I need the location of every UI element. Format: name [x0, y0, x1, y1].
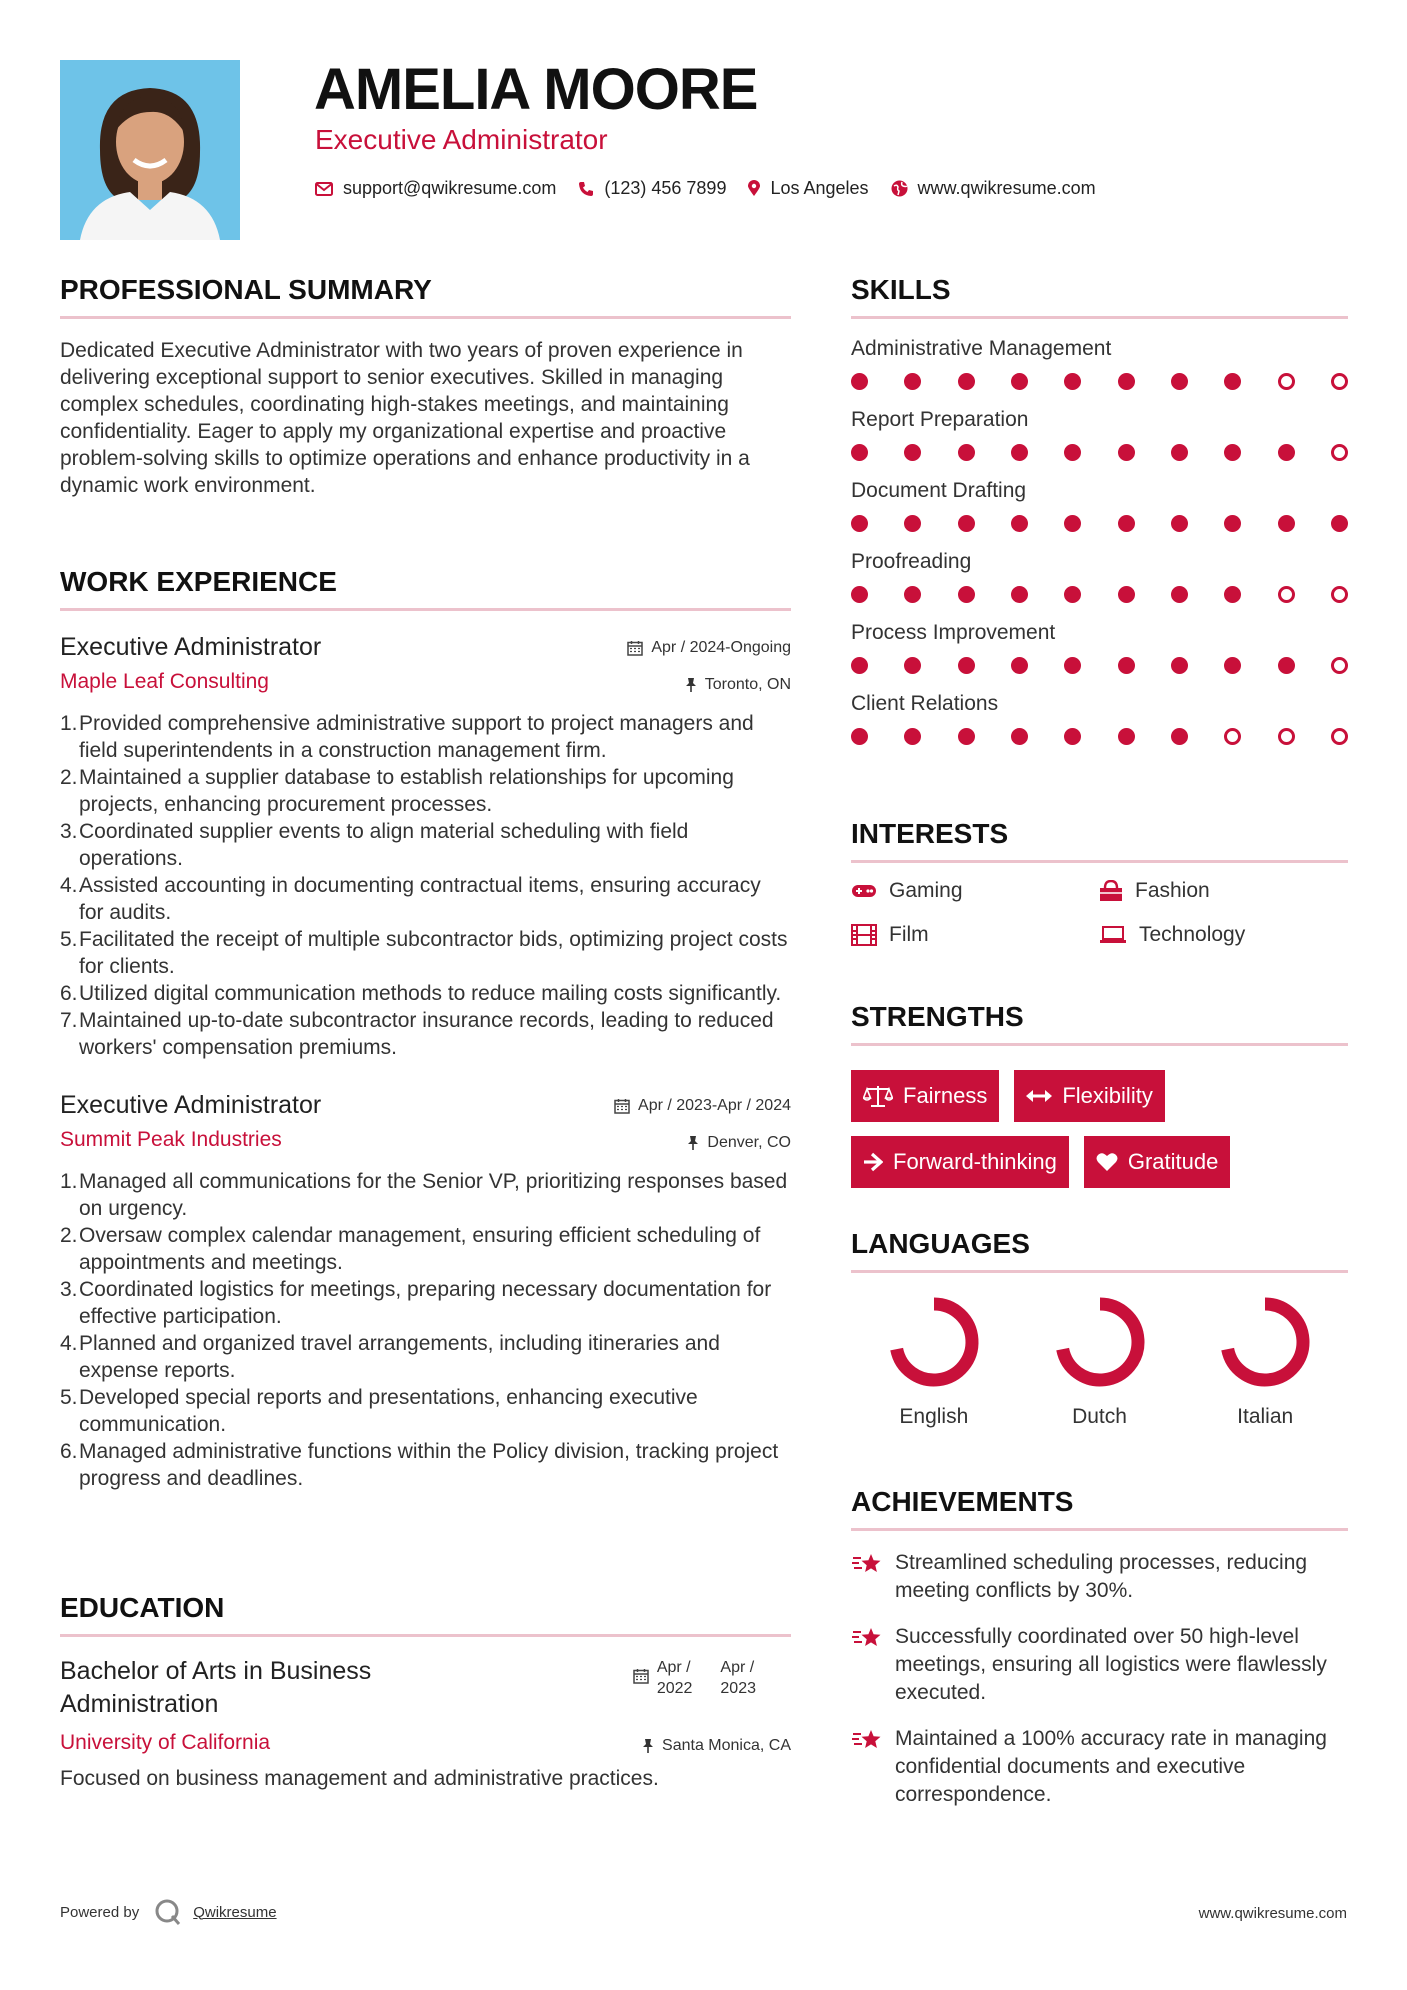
- list-item: 5. Developed special reports and presentations, enhancing executive communication.: [60, 1386, 698, 1436]
- job-location-text: Denver, CO: [707, 1134, 791, 1151]
- job-entry: [60, 633, 791, 1061]
- language-item: [851, 1295, 1017, 1429]
- language-arc: [1228, 1304, 1303, 1380]
- duty-list: [60, 710, 791, 1061]
- achievement-item: [851, 1623, 1348, 1707]
- strength-badge: [1084, 1136, 1231, 1188]
- list-item: 2. Oversaw complex calendar management, ensuring efficient scheduling of appointments and meetings.: [60, 1224, 761, 1274]
- location-text: Los Angeles: [770, 178, 869, 198]
- rating-dot-filled: [1118, 657, 1135, 674]
- contact-bar: [315, 178, 1118, 199]
- rating-dot-filled: [1064, 728, 1081, 745]
- languages-list: [851, 1295, 1348, 1429]
- interest-label: Fashion: [1135, 879, 1210, 902]
- start-date: [657, 1657, 693, 1699]
- education-description: Focused on business management and administrative practices.: [60, 1767, 659, 1790]
- rating-dot-filled: [958, 586, 975, 603]
- rating-dot-filled: [1224, 444, 1241, 461]
- strengths-section: [851, 1001, 1348, 1188]
- rating-dot-filled: [1064, 515, 1081, 532]
- rating-dot-filled: [1278, 444, 1295, 461]
- language-item: [1017, 1295, 1183, 1429]
- interest-label: Film: [889, 923, 929, 946]
- school: University of California: [60, 1731, 271, 1754]
- rating-dot-filled: [904, 728, 921, 745]
- language-ring: [1053, 1295, 1147, 1389]
- pushpin-icon: [685, 677, 697, 693]
- list-item: 5. Facilitated the receipt of multiple subcontractor bids, optimizing project costs for clients.: [60, 928, 788, 978]
- phone-text: (123) 456 7899: [604, 178, 727, 198]
- pushpin-icon: [687, 1135, 699, 1151]
- skill-name: Report Preparation: [851, 408, 1029, 431]
- brand-link[interactable]: Qwikresume: [193, 1903, 277, 1921]
- rating-dot-filled: [1171, 373, 1188, 390]
- scale-icon: [863, 1084, 893, 1108]
- rating-dot-empty: [1331, 728, 1348, 745]
- contact-email[interactable]: [315, 178, 556, 199]
- arrows-horizontal-icon: [1026, 1089, 1052, 1103]
- experience-section: [60, 566, 791, 1492]
- website-text: www.qwikresume.com: [917, 178, 1096, 198]
- phone-icon: [578, 181, 594, 197]
- list-item: 2. Maintained a supplier database to establish relationships for upcoming projects, enhancing procurement processes.: [60, 766, 734, 816]
- degree-line: Bachelor of Arts in Business: [60, 1657, 372, 1685]
- language-name: Dutch: [1072, 1405, 1127, 1428]
- education-dates: [633, 1657, 756, 1699]
- rating-dot-filled: [958, 728, 975, 745]
- rating-dot-filled: [1011, 586, 1028, 603]
- language-arc: [897, 1304, 972, 1380]
- rating-dot-empty: [1331, 586, 1348, 603]
- globe-icon: [891, 180, 908, 197]
- list-item: 7. Maintained up-to-date subcontractor insurance records, leading to reduced workers' compensation premiums.: [60, 1009, 774, 1059]
- gamepad-icon: [851, 883, 877, 899]
- rating-dot-filled: [1064, 586, 1081, 603]
- language-name: Italian: [1237, 1405, 1294, 1428]
- experience-heading: WORK EXPERIENCE: [60, 566, 791, 611]
- end-date-line: Apr /: [720, 1659, 755, 1676]
- job-dates-text: Apr / 2024-Ongoing: [651, 639, 791, 656]
- job-company: Summit Peak Industries: [60, 1128, 282, 1151]
- rating-dot-filled: [1064, 657, 1081, 674]
- envelope-icon: [315, 182, 333, 196]
- job-entry: [60, 1091, 791, 1492]
- rating-dot-filled: [851, 657, 868, 674]
- skills-section: [851, 274, 1348, 745]
- interest-item: [851, 879, 1099, 903]
- strength-label: Flexibility: [1062, 1083, 1153, 1108]
- rating-dot-filled: [851, 515, 868, 532]
- pushpin-icon: [642, 1738, 654, 1754]
- calendar-icon: [614, 1098, 630, 1114]
- start-date-line: 2022: [656, 1680, 693, 1697]
- skill-name: Document Drafting: [851, 479, 1027, 502]
- strength-badge: [1014, 1070, 1164, 1122]
- skill-item: [851, 479, 1348, 532]
- rating-dot-filled: [1118, 515, 1135, 532]
- achievements-heading: ACHIEVEMENTS: [851, 1486, 1348, 1531]
- rating-dot-filled: [1278, 515, 1295, 532]
- rating-dot-filled: [1118, 586, 1135, 603]
- rating-dot-filled: [1278, 657, 1295, 674]
- rating-dot-filled: [1171, 728, 1188, 745]
- rating-dot-filled: [1011, 657, 1028, 674]
- heart-icon: [1096, 1152, 1118, 1172]
- interest-label: Technology: [1139, 923, 1246, 946]
- skill-name: Administrative Management: [851, 337, 1112, 360]
- summary-section: [60, 274, 791, 499]
- job-title: Executive Administrator: [60, 633, 322, 661]
- skills-heading: SKILLS: [851, 274, 1348, 319]
- powered-by-text: Powered by: [60, 1903, 140, 1921]
- map-pin-icon: [748, 180, 760, 197]
- rating-dot-filled: [1011, 373, 1028, 390]
- rating-dot-filled: [958, 657, 975, 674]
- job-dates-text: Apr / 2023-Apr / 2024: [638, 1097, 791, 1114]
- rating-dot-filled: [904, 515, 921, 532]
- skill-name: Process Improvement: [851, 621, 1056, 644]
- end-date: [720, 1657, 756, 1699]
- contact-phone[interactable]: [578, 178, 726, 199]
- footer-website[interactable]: www.qwikresume.com: [1198, 1905, 1347, 1922]
- skill-name: Proofreading: [851, 550, 972, 573]
- strength-label: Fairness: [903, 1083, 988, 1108]
- interest-label: Gaming: [889, 879, 963, 902]
- degree-line: Administration: [60, 1690, 219, 1718]
- list-item: 1. Managed all communications for the Senior VP, prioritizing responses based on urgency.: [60, 1170, 788, 1220]
- rating-dot-filled: [1064, 444, 1081, 461]
- interest-item: [1099, 923, 1348, 947]
- job-location-text: Toronto, ON: [704, 676, 791, 693]
- strength-label: Gratitude: [1127, 1149, 1219, 1174]
- languages-section: [851, 1228, 1348, 1429]
- strength-badge: [851, 1136, 1069, 1188]
- film-icon: [851, 924, 877, 946]
- duty-list: [60, 1168, 791, 1492]
- email-text: support@qwikresume.com: [343, 178, 557, 198]
- summary-text: Dedicated Executive Administrator with two years of proven experience in delivering exceptional support to senior executives. Skilled in managing complex schedules, coordinating high-stakes meetings, and maintaining confidentiality. Eager to apply my organizational expertise and proactive problem-solving skills to optimize operations and enhance productivity in a dynamic work environment.: [60, 339, 750, 497]
- education-heading: EDUCATION: [60, 1592, 791, 1637]
- skill-rating: [851, 728, 1348, 745]
- rating-dot-filled: [1064, 373, 1081, 390]
- rating-dot-filled: [1224, 586, 1241, 603]
- rating-dot-filled: [1224, 657, 1241, 674]
- rating-dot-filled: [958, 373, 975, 390]
- achievement-item: [851, 1725, 1348, 1809]
- job-title: Executive Administrator: [60, 1091, 322, 1119]
- skill-rating: [851, 657, 1348, 674]
- rating-dot-filled: [1011, 515, 1028, 532]
- list-item: 1. Provided comprehensive administrative support to project managers and field superintendents in a construction management firm.: [60, 712, 754, 762]
- rating-dot-empty: [1331, 444, 1348, 461]
- language-name: English: [899, 1405, 969, 1428]
- rating-dot-filled: [904, 444, 921, 461]
- skill-item: [851, 550, 1348, 603]
- rating-dot-filled: [851, 373, 868, 390]
- languages-heading: LANGUAGES: [851, 1228, 1348, 1273]
- arrow-right-icon: [863, 1152, 883, 1172]
- skill-item: [851, 337, 1348, 390]
- interest-item: [851, 923, 1099, 947]
- contact-website[interactable]: [891, 178, 1096, 199]
- strength-badge: [851, 1070, 999, 1122]
- education-location-text: Santa Monica, CA: [662, 1737, 791, 1754]
- rating-dot-filled: [851, 444, 868, 461]
- rating-dot-empty: [1278, 586, 1295, 603]
- education-location: [642, 1737, 791, 1755]
- rating-dot-empty: [1278, 728, 1295, 745]
- achievement-text: Maintained a 100% accuracy rate in managing confidential documents and executive correspondence.: [895, 1727, 1327, 1806]
- skill-item: [851, 621, 1348, 674]
- rating-dot-filled: [1224, 515, 1241, 532]
- language-ring: [1218, 1295, 1312, 1389]
- laptop-icon: [1099, 926, 1127, 944]
- achievement-item: [851, 1549, 1348, 1605]
- rating-dot-filled: [1171, 586, 1188, 603]
- rating-dot-filled: [1118, 728, 1135, 745]
- rating-dot-filled: [851, 728, 868, 745]
- rating-dot-empty: [1331, 657, 1348, 674]
- footer-powered-by: [60, 1897, 277, 1927]
- rating-dot-filled: [958, 444, 975, 461]
- rating-dot-filled: [1224, 373, 1241, 390]
- language-ring: [887, 1295, 981, 1389]
- calendar-icon: [633, 1668, 649, 1684]
- rating-dot-filled: [1171, 657, 1188, 674]
- contact-location: [748, 178, 868, 199]
- list-item: 6. Managed administrative functions within the Policy division, tracking project progress and deadlines.: [60, 1440, 779, 1490]
- list-item: 4. Planned and organized travel arrangements, including itineraries and expense reports.: [60, 1332, 720, 1382]
- rating-dot-filled: [1171, 515, 1188, 532]
- rating-dot-filled: [904, 657, 921, 674]
- candidate-title: Executive Administrator: [315, 124, 608, 155]
- interests-heading: INTERESTS: [851, 818, 1348, 863]
- skills-list: [851, 337, 1348, 745]
- achievement-text: Successfully coordinated over 50 high-level meetings, ensuring all logistics were flawlessly executed.: [895, 1625, 1327, 1704]
- rating-dot-filled: [1331, 515, 1348, 532]
- skill-item: [851, 408, 1348, 461]
- interest-item: [1099, 879, 1348, 903]
- rating-dot-empty: [1331, 373, 1348, 390]
- list-item: 6. Utilized digital communication methods to reduce mailing costs significantly.: [60, 982, 782, 1005]
- list-item: 3. Coordinated supplier events to align material scheduling with field operations.: [60, 820, 689, 870]
- shopping-bag-icon: [1099, 880, 1123, 902]
- list-item: 4. Assisted accounting in documenting contractual items, ensuring accuracy for audits.: [60, 874, 761, 924]
- education-section: [60, 1592, 791, 1792]
- degree: [60, 1655, 371, 1721]
- rating-dot-filled: [1011, 728, 1028, 745]
- skill-item: [851, 692, 1348, 745]
- summary-heading: PROFESSIONAL SUMMARY: [60, 274, 791, 319]
- candidate-name: AMELIA MOORE: [314, 57, 758, 122]
- qwikresume-logo-icon: [153, 1897, 183, 1927]
- rating-dot-filled: [1011, 444, 1028, 461]
- start-date-line: Apr /: [656, 1659, 691, 1676]
- skill-rating: [851, 586, 1348, 603]
- shooting-star-icon: [851, 1551, 883, 1577]
- skill-rating: [851, 515, 1348, 532]
- rating-dot-filled: [904, 373, 921, 390]
- rating-dot-filled: [904, 586, 921, 603]
- calendar-icon: [627, 640, 643, 656]
- end-date-line: 2023: [720, 1680, 756, 1697]
- rating-dot-filled: [851, 586, 868, 603]
- job-location: [687, 1134, 791, 1152]
- rating-dot-empty: [1278, 373, 1295, 390]
- rating-dot-filled: [958, 515, 975, 532]
- rating-dot-filled: [1118, 444, 1135, 461]
- achievements-section: [851, 1486, 1348, 1809]
- shooting-star-icon: [851, 1727, 883, 1753]
- list-item: 3. Coordinated logistics for meetings, preparing necessary documentation for effective participation.: [60, 1278, 772, 1328]
- interests-section: [851, 818, 1348, 947]
- achievement-text: Streamlined scheduling processes, reducing meeting conflicts by 30%.: [895, 1551, 1308, 1602]
- job-dates: [627, 639, 791, 657]
- job-dates: [614, 1097, 791, 1115]
- language-item: [1182, 1295, 1348, 1429]
- job-location: [685, 676, 791, 694]
- rating-dot-filled: [1171, 444, 1188, 461]
- skill-rating: [851, 373, 1348, 390]
- language-arc: [1062, 1304, 1137, 1380]
- skill-rating: [851, 444, 1348, 461]
- skill-name: Client Relations: [851, 692, 999, 715]
- strength-label: Forward-thinking: [893, 1149, 1057, 1174]
- shooting-star-icon: [851, 1625, 883, 1651]
- job-company: Maple Leaf Consulting: [60, 670, 269, 693]
- rating-dot-filled: [1118, 373, 1135, 390]
- rating-dot-empty: [1224, 728, 1241, 745]
- profile-photo: [60, 60, 240, 240]
- strengths-heading: STRENGTHS: [851, 1001, 1348, 1046]
